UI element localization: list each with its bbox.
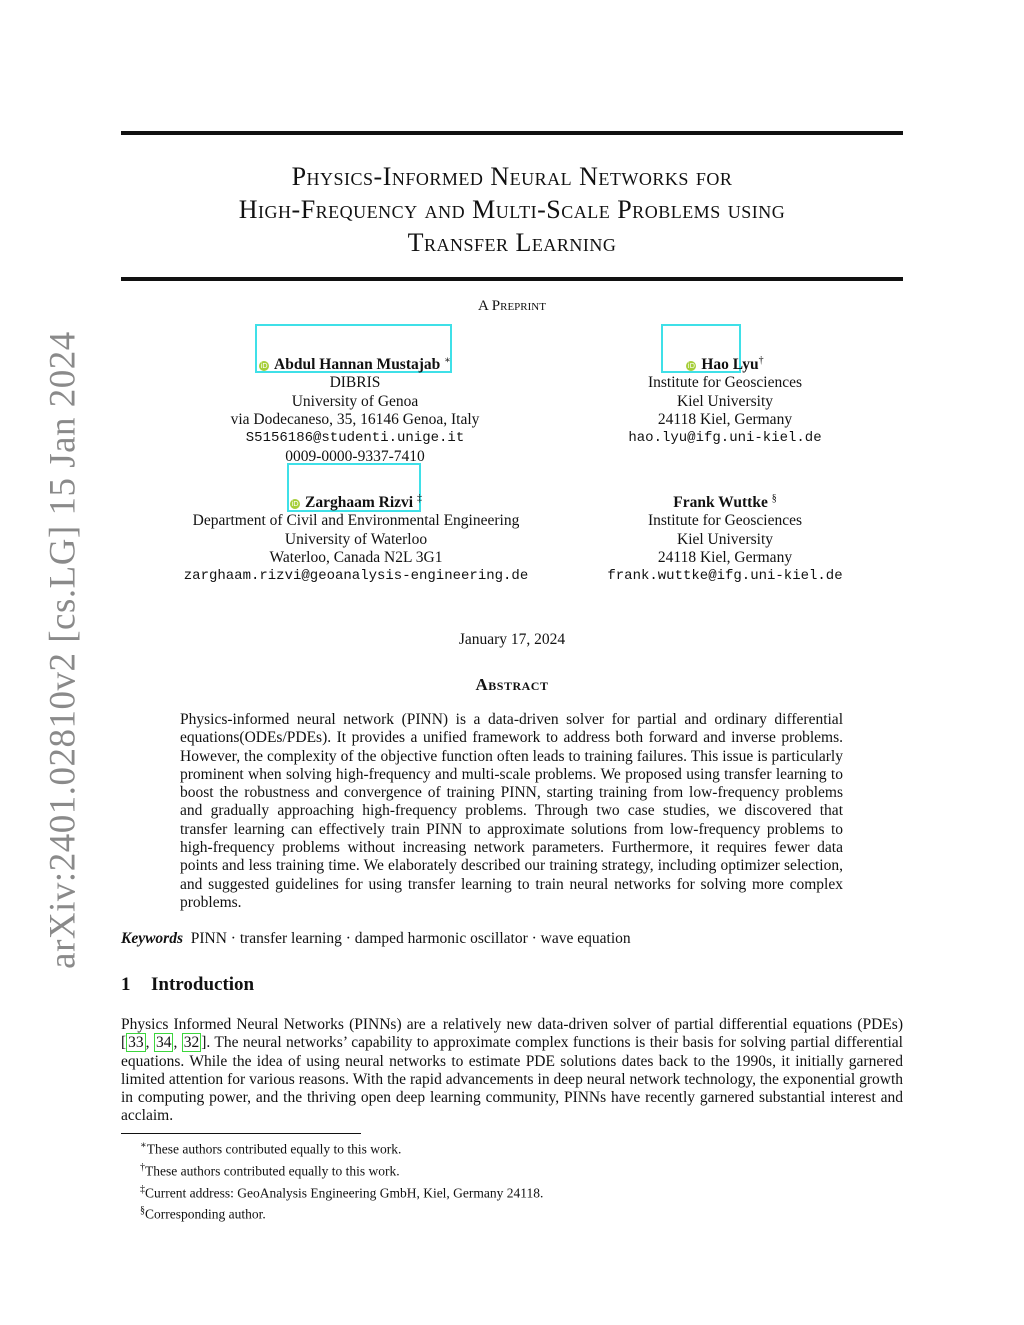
author-name[interactable]: Abdul Hannan Mustajab	[274, 356, 441, 374]
citation-link[interactable]: 32	[183, 1034, 200, 1052]
affiliation-line: Institute for Geosciences	[647, 512, 803, 530]
section-heading	[121, 974, 254, 996]
keywords-label: Keywords	[121, 930, 183, 947]
paragraph-text: ]. The neural networks’ capability to approximate complex functions is their basis for solving partial differential equations. While the idea of using neural networks to estimate PDE solutions dates back to the 1990s, it initially garnered limited attention for various reasons. With the rapid advancements in deep neural network technology, the exponential growth in computing power, and the thriving open deep learning community, PINNs have recently garnered substantial interest and acclaim.	[121, 1034, 903, 1125]
footnotes	[140, 1137, 543, 1224]
keywords-text: PINN · transfer learning · damped harmonic oscillator · wave equation	[190, 930, 631, 947]
footnote-rule	[121, 1133, 361, 1134]
affiliation-line: Institute for Geosciences	[647, 374, 803, 392]
footnote: †These authors contributed equally to this work.	[140, 1161, 400, 1179]
section-title: Introduction	[151, 974, 255, 995]
author-email[interactable]: S5156186@studenti.unige.it	[245, 430, 465, 447]
affiliation-line: Kiel University	[677, 392, 773, 410]
author-email[interactable]: hao.lyu@ifg.uni-kiel.de	[628, 430, 822, 447]
abstract-text: Physics-informed neural network (PINN) is a data-driven solver for partial and ordinary differential equations(ODEs/PDEs). It provides a unified framework to address both forward and inverse problems. However, the complexity of the objective function often leads to training failures. This issue is particularly prominent when solving high-frequency and multi-scale problems. We proposed using transfer learning to boost the robustness and convergence of training PINN, starting training from low-frequency problems and gradually approaching high-frequency problems. Through two case studies, we discovered that transfer learning can effectively train PINN to approximate solutions from low-frequency problems to high-frequency problems without increasing network parameters. Furthermore, it requires fewer data points and less training time. We elaborately described our training strategy, including optimizer selection, and suggested guidelines for using transfer learning to train neural networks for solving more complex problems.	[180, 711, 843, 911]
citation-link[interactable]: 33	[128, 1034, 144, 1052]
affiliation-line: University of Waterloo	[284, 530, 428, 548]
author-block-mustajab	[190, 352, 520, 466]
affiliation-line: Kiel University	[677, 530, 773, 548]
paper-title	[121, 160, 903, 259]
author-mark: †	[758, 355, 764, 366]
preprint-label: A Preprint	[478, 298, 546, 314]
footnote: §Corresponding author.	[140, 1205, 266, 1222]
author-block-rizvi	[146, 490, 566, 586]
affiliation-line: 24118 Kiel, Germany	[657, 549, 793, 567]
orcid-icon[interactable]: iD	[291, 500, 299, 509]
author-mark: §	[771, 493, 777, 504]
orcid-icon[interactable]: iD	[687, 362, 696, 371]
arxiv-stamp: arXiv:2401.02810v2 [cs.LG] 15 Jan 2024	[42, 331, 84, 969]
paragraph-text: Physics Informed Neural Networks (PINNs) are a relatively new data-driven solver of partial differential equations (PDEs) [	[121, 1016, 903, 1052]
affiliation-line: via Dodecaneso, 35, 16146 Genoa, Italy	[230, 411, 480, 429]
affiliation-line: Waterloo, Canada N2L 3G1	[269, 549, 443, 567]
paper-date: January 17, 2024	[458, 631, 566, 648]
author-mark: ‡	[416, 493, 422, 504]
author-orcid-id: 0009-0000-9337-7410	[285, 447, 425, 465]
affiliation-line: DIBRIS	[329, 374, 381, 392]
footnote: ∗These authors contributed equally to this work.	[140, 1140, 402, 1157]
author-block-wuttke	[555, 490, 895, 586]
title-line-1: Physics-Informed Neural Networks for	[291, 162, 733, 191]
citation-link[interactable]: 34	[155, 1034, 172, 1052]
affiliation-line: University of Genoa	[291, 392, 419, 410]
orcid-icon[interactable]: iD	[260, 362, 268, 371]
author-block-lyu	[555, 352, 895, 448]
affiliation-line: 24118 Kiel, Germany	[657, 411, 793, 429]
keywords	[121, 930, 631, 948]
title-top-rule	[121, 131, 903, 135]
section-number: 1	[121, 974, 131, 995]
author-name[interactable]: Zarghaam Rizvi	[305, 494, 414, 512]
abstract-heading: Abstract	[475, 675, 549, 694]
author-name[interactable]: Hao Lyu	[701, 356, 759, 374]
intro-paragraph: Physics Informed Neural Networks (PINNs) are a relatively new data-driven solver of partial differential equations (PDEs) [ 33 , 34 , 32 ]. The neural networks’ capability to approximate complex functions is their basis for solving partial differential equations. While the idea of using neural networks to estimate PDE solutions dates back to the 1990s, it initially garnered limited attention for various reasons. With the rapid advancements in deep neural network technology, the exponential growth in computing power, and the thriving open deep learning community, PINNs have recently garnered substantial interest and acclaim.	[121, 1016, 903, 1125]
author-mark: ∗	[444, 355, 451, 366]
title-line-2: High-Frequency and Multi-Scale Problems using	[238, 195, 786, 224]
affiliation-line: Department of Civil and Environmental Engineering	[192, 512, 520, 530]
author-email[interactable]: zarghaam.rizvi@geoanalysis-engineering.de	[183, 568, 529, 585]
author-email[interactable]: frank.wuttke@ifg.uni-kiel.de	[607, 568, 843, 585]
author-name[interactable]: Frank Wuttke	[673, 494, 768, 512]
title-line-3: Transfer Learning	[407, 228, 617, 257]
footnote: ‡Current address: GeoAnalysis Engineering GmbH, Kiel, Germany 24118.	[140, 1183, 544, 1201]
title-bottom-rule	[121, 277, 903, 281]
